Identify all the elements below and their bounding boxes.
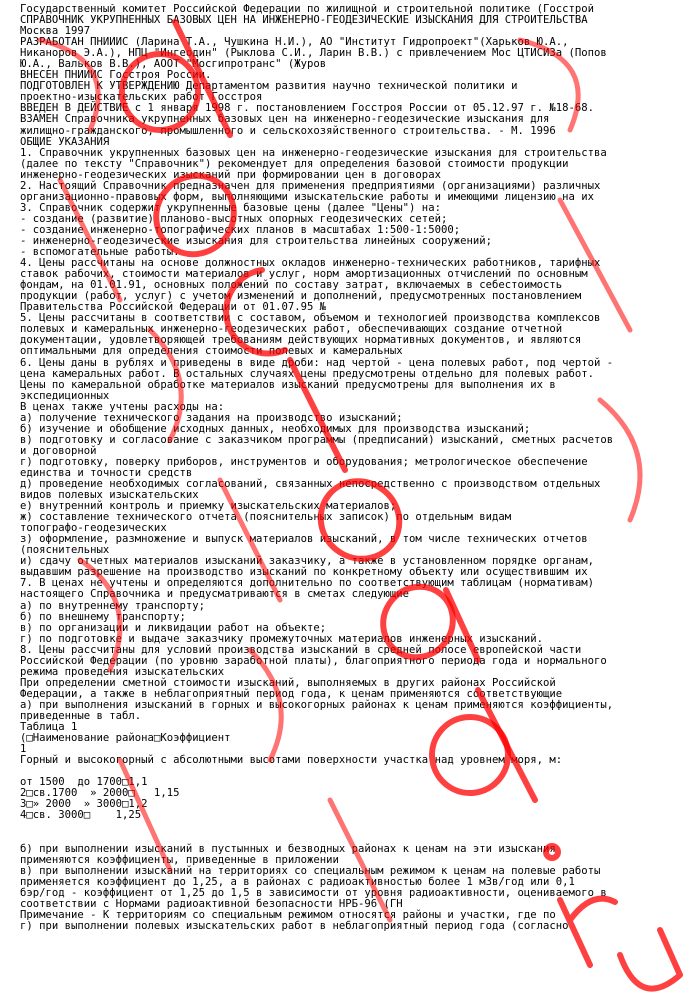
text-line: и) сдачу отчетных материалов изысканий заказчику, а также в установленном порядке органам, [20, 555, 595, 568]
text-line: проектно-изыскательских работ Госстроя [20, 91, 263, 104]
text-line: жилищно-гражданского, промышленного и сельскохозяйственного строительства. - М. 1996 [20, 124, 556, 137]
text-line: единства и точности средств [20, 466, 193, 479]
text-line: видов полевых изыскательских [20, 489, 199, 502]
text-line: Цены по камеральной обработке материалов изысканий предусмотрены для выполнения их в [20, 378, 556, 391]
text-line: приведенные в табл. [20, 710, 142, 722]
text-line: ВВЕДЕН В ДЕЙСТВИЕ с 1 января 1998 г. постановлением Госстроя России от 05.12.97 г. №18-68. [20, 102, 595, 115]
text-line: 8. Цены рассчитаны для условий производства изысканий в средней полосе европейской части [20, 643, 582, 656]
text-line: инженерно-геодезических изысканий при формировании цен в договорах [20, 168, 441, 181]
text-line: Государственный комитет Российской Федерации по жилищной и строительной политике (Госстрой [20, 4, 595, 15]
text-line: ставок рабочих, стоимости материалов и услуг, норм амортизационных отчислений по основным [20, 268, 588, 281]
text-line: 3□» 2000 » 3000□1,2 [20, 798, 148, 811]
text-line: ВЗАМЕН Справочника укрупненных базовых цен на инженерно-геодезические изыскания для [20, 113, 550, 126]
text-line: 4. Цены рассчитаны на основе должностных окладов инженерно-технических работников, тарифных [20, 257, 601, 270]
text-line: (□Наименование района□Коэффициент [20, 732, 231, 745]
text-line: Российской Федерации (по уровню заработной платы), благоприятного периода года и нормального [20, 654, 607, 667]
text-line: г) подготовку, поверку приборов, инструментов и оборудования; метрологическое обеспечение [20, 455, 588, 468]
text-line: з) оформление, размножение и выпуск материалов изысканий, в том числе технических отчетов [20, 533, 588, 546]
text-line: бэр/год - коэффициент от 1,25 до 1,5 в зависимости от уровня радиоактивности, оцениваемого в [20, 886, 607, 899]
text-line: в) при выполнении изысканий на территориях со специальным режимом к ценам на полевые работы [20, 864, 601, 877]
text-line: организационно-правовых форм, выполняющими изыскательские работы и имеющими лицензию на их [20, 190, 595, 203]
text-line: б) изучение и обобщение исходных данных, необходимых для производства изысканий; [20, 422, 531, 435]
text-line: Москва 1997 [20, 25, 91, 38]
text-line: В ценах также учтены расходы на: [20, 400, 225, 413]
text-line: соответствии с Нормами радиоактивной безопасности НРБ-96 (ГН [20, 897, 403, 910]
text-line: а) при выполнения изысканий в горных и высокогорных районах к ценам применяются коэффициенты, [20, 698, 614, 711]
text-line: а) получение технического задания на производство изысканий; [20, 411, 403, 424]
text-line: цена камеральных работ. В остальных случаях цены предусмотрены отдельно для полевых работ. [20, 367, 595, 380]
text-line: - инженерно-геодезические изыскания для строительства линейных сооружений; [20, 234, 492, 247]
text-line: 2□св.1700 » 2000□ 1,15 [20, 787, 180, 800]
text-line: режима проведения изыскательских [20, 665, 225, 678]
text-line: в) по организации и ликвидации работ на объекте; [20, 621, 327, 634]
text-line: применяются коэффициенты, приведенные в приложении [20, 853, 339, 866]
text-line: применяется коэффициент до 1,25, а в районах с радиоактивностью более 1 мЗв/год или 0,1 [20, 875, 575, 888]
text-line [20, 821, 698, 832]
text-line: 1 [20, 743, 27, 756]
text-line: экспедиционных [20, 389, 110, 402]
text-line: и договорной [20, 444, 97, 457]
text-line: (далее по тексту "Справочник") рекомендует для определения базовой стоимости продукции [20, 157, 569, 170]
text-line: - вспомогательные работы. [20, 246, 180, 259]
text-line: в) подготовку и согласование с заказчиком программы (предписаний) изысканий, сметных расчетов [20, 433, 614, 446]
text-line: (пояснительных [20, 544, 110, 557]
text-line: - создание (развитие) планово-высотных опорных геодезических сетей; [20, 212, 448, 225]
text-line: от 1500 до 1700□1,1 [20, 776, 148, 789]
text-line: РАЗРАБОТАН ПНИИИС (Ларина Т.А., Чушкина Н.И.), АО "Институт Гидропроект"(Харьков Ю.А., [20, 36, 569, 49]
text-line: 3. Справочник содержит укрупненные базовые цены (далее "Цены") на: [20, 201, 441, 214]
text-line: г) при выполнении полевых изыскательских работ в неблагоприятный период года (согласно [20, 919, 569, 932]
text-line: оптимальными для определения стоимости полевых и камеральных [20, 345, 403, 358]
text-line: 5. Цены рассчитаны в соответствии с составом, объемом и технологией производства комплексов [20, 312, 601, 325]
text-line: 7. В ценах не учтены и определяются дополнительно по соответствующим таблицам (нормативам) [20, 577, 595, 590]
text-line: 6. Цены даны в рублях и приведены в виде дроби: над чертой - цена полевых работ, под чертой - [20, 356, 614, 369]
text-line: ПОДГОТОВЛЕН К УТВЕРЖДЕНИЮ Департаментом развития научно технической политики и [20, 80, 518, 93]
text-line: Таблица 1 [20, 721, 78, 734]
text-line: документации, удовлетворяющей требованиям действующих нормативных документов, и являются [20, 334, 582, 347]
text-line: а) по внутреннему транспорту; [20, 599, 205, 612]
text-line: Ю.А., Вальков В.В.), АООТ "Мосгипротранс" (Журов [20, 58, 327, 71]
text-line: 2. Настоящий Справочник предназначен для применения предприятиями (организациями) различных [20, 179, 601, 192]
text-line: б) по внешнему транспорту; [20, 610, 186, 623]
text-line: д) проведение необходимых согласований, связанных непосредственно с производством отдельных [20, 478, 601, 491]
text-line: СПРАВОЧНИК УКРУПНЕННЫХ БАЗОВЫХ ЦЕН НА ИНЖЕНЕРНО-ГЕОДЕЗИЧЕСКИЕ ИЗЫСКАНИЯ ДЛЯ СТРОИТЕЛЬСТВА [20, 14, 588, 27]
document-text [20, 4, 698, 998]
text-line: полевых и камеральных инженерно-геодезических работ, обеспечивающих создание отчетной [20, 323, 563, 336]
text-line: е) внутренний контроль и приемку изыскательских материалов; [20, 500, 397, 513]
text-line: 4□св. 3000□ 1,25 [20, 809, 142, 822]
text-line: При определении сметной стоимости изысканий, выполняемых в других районах Российской [20, 676, 556, 689]
text-line: 1. Справочник укрупненных базовых цен на инженерно-геодезические изыскания для строительства [20, 146, 607, 159]
text-line: выдавшим разрешение на производство изысканий по конкретному объекту или осуществившим их [20, 566, 588, 579]
text-line: топографо-геодезических [20, 522, 167, 535]
text-line: фондам, на 01.01.91, основных положений по составу затрат, включаемых в себестоимость [20, 279, 563, 292]
text-line: ВНЕСЕН ПНИИИС Госстроя России. [20, 69, 212, 82]
text-line: г) по подготовке и выдаче заказчику промежуточных материалов инженерных изысканий. [20, 632, 543, 645]
text-line: ж) составление технического отчета (пояснительных записок) по отдельным видам [20, 511, 512, 524]
text-line: б) при выполнении изысканий в пустынных и безводных районах к ценам на эти изыскания [20, 842, 556, 855]
text-line: Горный и высокогорный с абсолютными высотами поверхности участка над уровнем моря, м: [20, 754, 563, 767]
text-line: Никаноров Э.А.), НПЦ "Ингеодин" (Рыклова С.И., Ларин В.В.) с привлечением Мос ЦТИСИЗа (Попов [20, 47, 607, 60]
text-line: - создание инженерно-топографических планов в масштабах 1:500-1:5000; [20, 223, 461, 236]
text-line: Примечание - К территориям со специальным режимом относятся районы и участки, где по [20, 908, 556, 921]
text-line: продукции (работ, услуг) с учетом изменений и дополнений, предусмотренных постановлением [20, 290, 582, 303]
text-line: Федерации, а также в неблагоприятный период года, к ценам применяются соответствующие [20, 687, 563, 700]
text-line: Правительства Российской Федерации от 01.07.95 № [20, 301, 327, 314]
text-line: ОБЩИЕ УКАЗАНИЯ [20, 135, 110, 148]
text-line [20, 833, 698, 844]
text-line: настоящего Справочника и предусматриваются в сметах следующие [20, 588, 410, 601]
